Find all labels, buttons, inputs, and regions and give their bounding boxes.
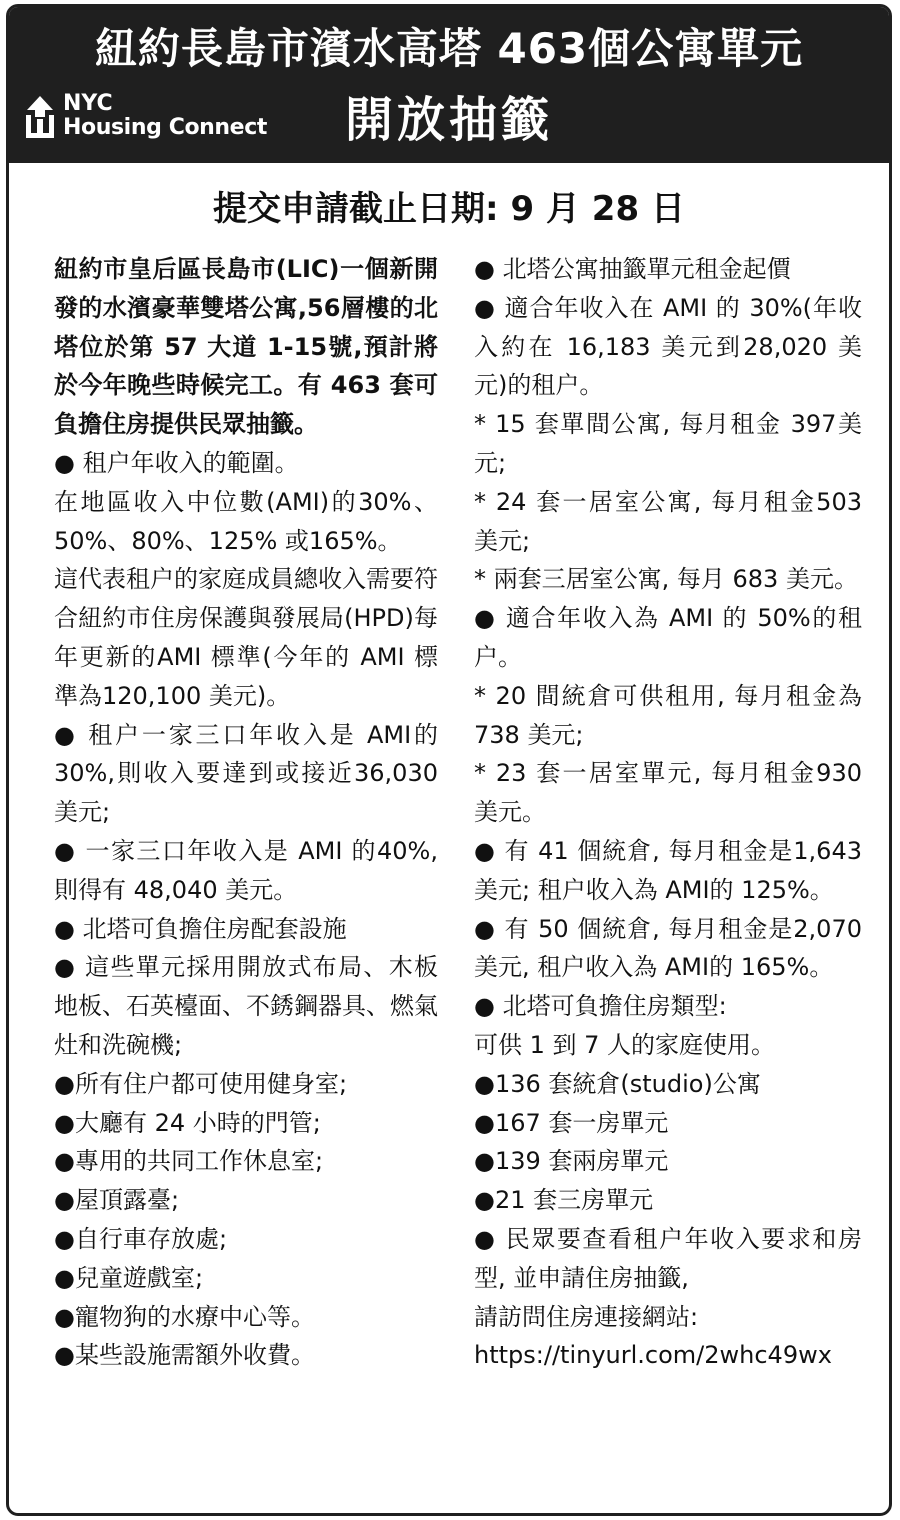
paragraph: ● 一家三口年收入是 AMI 的40%,則得有 48,040 美元。 xyxy=(54,836,438,904)
list-item: ●屋頂露臺; xyxy=(54,1186,180,1215)
logo-text-housing-connect: Housing Connect xyxy=(63,115,267,140)
paragraph: 這代表租户的家庭成員總收入需要符合紐約市住房保護與發展局(HPD)每年更新的AMI 標準(今年的 AMI 標準為120,100 美元)。 xyxy=(54,565,438,710)
article-card xyxy=(6,4,892,1516)
paragraph: ● 北塔可負擔住房類型: xyxy=(474,992,727,1021)
paragraph: ● 適合年收入在 AMI 的 30%(年收入約在 16,183 美元到28,020 美元)的租户。 xyxy=(474,293,862,400)
list-item: ●兒童遊戲室; xyxy=(54,1263,204,1292)
list-item: ●寵物狗的水療中心等。 xyxy=(54,1302,315,1331)
list-item: ●136 套統倉(studio)公寓 xyxy=(474,1069,761,1098)
list-item: ●21 套三房單元 xyxy=(474,1186,654,1215)
paragraph: 可供 1 到 7 人的家庭使用。 xyxy=(474,1030,776,1059)
paragraph: * 24 套一居室公寓, 每月租金503 美元; xyxy=(474,487,862,555)
list-item: ●所有住户都可使用健身室; xyxy=(54,1069,348,1098)
paragraph: 在地區收入中位數(AMI)的30%、50%、80%、125% 或165%。 xyxy=(54,487,438,555)
headline-line-2: 開放抽籤 xyxy=(344,92,553,148)
headline-line-1: 紐約長島市濱水高塔 463個公寓單元 xyxy=(94,24,804,73)
paragraph: * 兩套三居室公寓, 每月 683 美元。 xyxy=(474,565,858,594)
left-column xyxy=(54,250,438,1375)
paragraph: ● 租户一家三口年收入是 AMI的 30%,則收入要達到或接近36,030 美元; xyxy=(54,720,438,827)
article-header xyxy=(9,7,889,163)
house-arrow-icon xyxy=(23,95,57,141)
intro-paragraph: 紐約市皇后區長島市(LIC)一個新開發的水濱豪華雙塔公寓,56層樓的北塔位於第 57 大道 1-15號,預計將於今年晚些時候完工。有 463 套可負擔住房提供民眾抽籤。 xyxy=(54,255,438,439)
list-item: ●自行車存放處; xyxy=(54,1224,228,1253)
deadline-heading: 提交申請截止日期: 9 月 28 日 xyxy=(213,189,685,229)
paragraph: 請訪問住房連接網站: xyxy=(474,1302,699,1331)
paragraph: ● 租户年收入的範圍。 xyxy=(54,448,299,477)
paragraph: ● 北塔可負擔住房配套設施 xyxy=(54,914,347,943)
list-item: ●某些設施需額外收費。 xyxy=(54,1341,315,1370)
paragraph: * 23 套一居室單元, 每月租金930 美元。 xyxy=(474,759,862,827)
list-item: ●大廳有 24 小時的門管; xyxy=(54,1108,321,1137)
website-link[interactable]: https://tinyurl.com/2whc49wx xyxy=(474,1341,832,1370)
paragraph: * 20 間統倉可供租用, 每月租金為 738 美元; xyxy=(474,681,862,749)
paragraph: ● 民眾要查看租户年收入要求和房型, 並申請住房抽籤, xyxy=(474,1224,862,1292)
paragraph: ● 這些單元採用開放式布局、木板地板、石英檯面、不銹鋼器具、燃氣灶和洗碗機; xyxy=(54,953,438,1059)
right-column xyxy=(474,250,862,1375)
paragraph: ● 有 41 個統倉, 每月租金是1,643 美元; 租户收入為 AMI的 125%。 xyxy=(474,836,862,904)
list-item: ●167 套一房單元 xyxy=(474,1108,669,1137)
paragraph: ● 有 50 個統倉, 每月租金是2,070 美元, 租户收入為 AMI的 165%。 xyxy=(474,914,862,982)
paragraph: ● 北塔公寓抽籤單元租金起價 xyxy=(474,255,791,283)
nyc-housing-connect-logo xyxy=(23,93,283,145)
logo-text-nyc: NYC xyxy=(63,91,113,116)
paragraph: * 15 套單間公寓, 每月租金 397美元; xyxy=(474,410,862,477)
list-item: ●專用的共同工作休息室; xyxy=(54,1147,324,1176)
paragraph: ● 適合年收入為 AMI 的 50%的租户。 xyxy=(474,604,862,671)
list-item: ●139 套兩房單元 xyxy=(474,1147,669,1176)
